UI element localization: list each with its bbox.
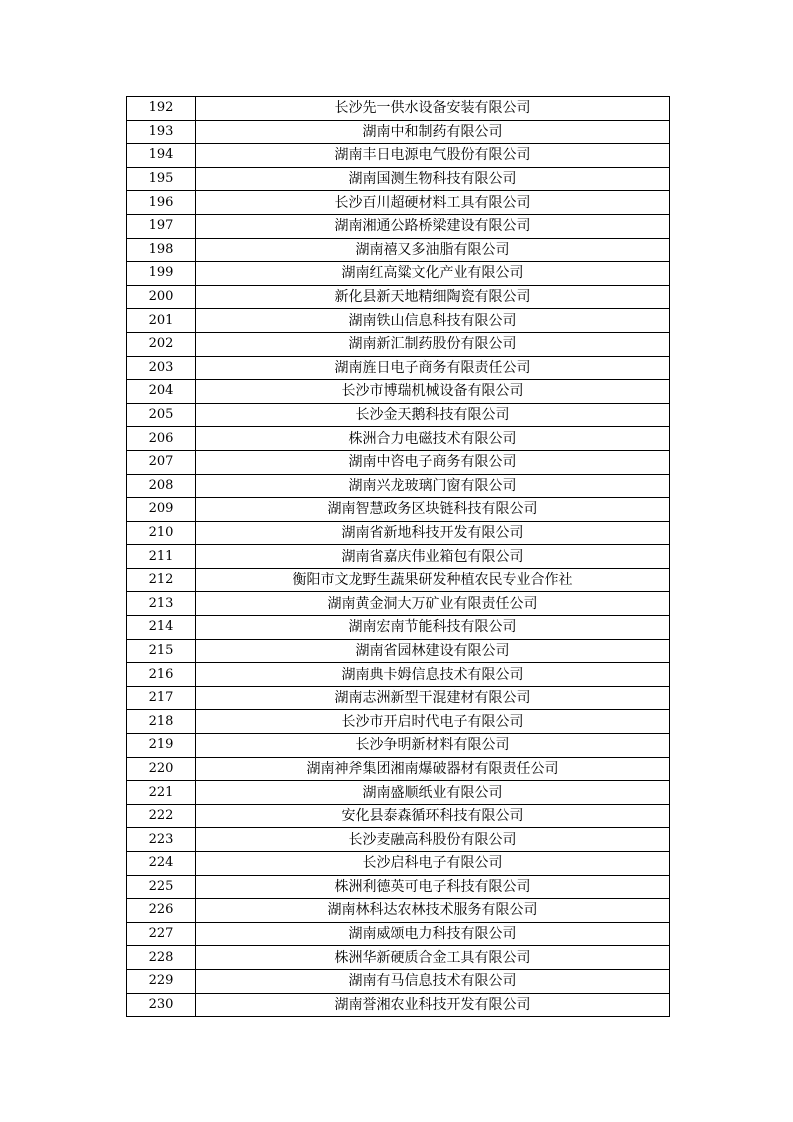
company-name-cell: 湖南典卡姆信息技术有限公司 (196, 663, 670, 687)
table-row (127, 993, 670, 1017)
company-name-cell: 长沙金天鹅科技有限公司 (196, 403, 670, 427)
row-number-cell: 197 (127, 214, 196, 238)
table-row (127, 592, 670, 616)
company-name-cell: 湖南志洲新型干混建材有限公司 (196, 686, 670, 710)
table-row (127, 191, 670, 215)
table-row (127, 663, 670, 687)
table-body (127, 97, 670, 1017)
company-name-cell: 湖南誉湘农业科技开发有限公司 (196, 993, 670, 1017)
company-name-cell: 长沙争明新材料有限公司 (196, 734, 670, 758)
table-row (127, 498, 670, 522)
table-row (127, 309, 670, 333)
table-row (127, 734, 670, 758)
table-row (127, 403, 670, 427)
company-name-cell: 湖南省嘉庆伟业箱包有限公司 (196, 545, 670, 569)
company-name-cell: 株洲合力电磁技术有限公司 (196, 427, 670, 451)
company-name-cell: 湖南神斧集团湘南爆破器材有限责任公司 (196, 757, 670, 781)
table-row (127, 450, 670, 474)
table-row (127, 875, 670, 899)
table-row (127, 616, 670, 640)
table-row (127, 238, 670, 262)
company-name-cell: 湖南旌日电子商务有限责任公司 (196, 356, 670, 380)
company-name-cell: 湖南红高粱文化产业有限公司 (196, 262, 670, 286)
table-row (127, 710, 670, 734)
company-name-cell: 湖南湘通公路桥梁建设有限公司 (196, 214, 670, 238)
company-name-cell: 湖南铁山信息科技有限公司 (196, 309, 670, 333)
table-row (127, 639, 670, 663)
table-row (127, 332, 670, 356)
row-number-cell: 212 (127, 568, 196, 592)
company-name-cell: 安化县泰森循环科技有限公司 (196, 804, 670, 828)
company-name-cell: 株洲利德英可电子科技有限公司 (196, 875, 670, 899)
row-number-cell: 205 (127, 403, 196, 427)
company-name-cell: 湖南省园林建设有限公司 (196, 639, 670, 663)
company-name-cell: 湖南兴龙玻璃门窗有限公司 (196, 474, 670, 498)
company-name-cell: 湖南宏南节能科技有限公司 (196, 616, 670, 640)
row-number-cell: 203 (127, 356, 196, 380)
table-row (127, 757, 670, 781)
company-name-cell: 湖南省新地科技开发有限公司 (196, 521, 670, 545)
row-number-cell: 211 (127, 545, 196, 569)
table-row (127, 356, 670, 380)
company-name-cell: 湖南盛顺纸业有限公司 (196, 781, 670, 805)
table-row (127, 521, 670, 545)
row-number-cell: 206 (127, 427, 196, 451)
row-number-cell: 194 (127, 144, 196, 168)
company-name-cell: 长沙市开启时代电子有限公司 (196, 710, 670, 734)
row-number-cell: 222 (127, 804, 196, 828)
table-row (127, 262, 670, 286)
row-number-cell: 196 (127, 191, 196, 215)
row-number-cell: 224 (127, 852, 196, 876)
row-number-cell: 228 (127, 946, 196, 970)
row-number-cell: 219 (127, 734, 196, 758)
row-number-cell: 218 (127, 710, 196, 734)
table-row (127, 545, 670, 569)
table-row (127, 568, 670, 592)
company-name-cell: 湖南中和制药有限公司 (196, 120, 670, 144)
row-number-cell: 216 (127, 663, 196, 687)
row-number-cell: 217 (127, 686, 196, 710)
row-number-cell: 210 (127, 521, 196, 545)
row-number-cell: 195 (127, 167, 196, 191)
table-row (127, 686, 670, 710)
row-number-cell: 221 (127, 781, 196, 805)
table-row (127, 922, 670, 946)
table-row (127, 828, 670, 852)
row-number-cell: 220 (127, 757, 196, 781)
table-row (127, 781, 670, 805)
row-number-cell: 223 (127, 828, 196, 852)
company-name-cell: 长沙市博瑞机械设备有限公司 (196, 380, 670, 404)
table-row (127, 97, 670, 121)
row-number-cell: 227 (127, 922, 196, 946)
row-number-cell: 202 (127, 332, 196, 356)
company-name-cell: 湖南林科达农林技术服务有限公司 (196, 899, 670, 923)
row-number-cell: 192 (127, 97, 196, 121)
row-number-cell: 214 (127, 616, 196, 640)
table-row (127, 946, 670, 970)
company-name-cell: 衡阳市文龙野生蔬果研发种植农民专业合作社 (196, 568, 670, 592)
company-list-table (126, 96, 670, 1017)
row-number-cell: 213 (127, 592, 196, 616)
table-row (127, 804, 670, 828)
company-name-cell: 长沙百川超硬材料工具有限公司 (196, 191, 670, 215)
company-name-cell: 湖南有马信息技术有限公司 (196, 969, 670, 993)
company-name-cell: 株洲华新硬质合金工具有限公司 (196, 946, 670, 970)
row-number-cell: 200 (127, 285, 196, 309)
row-number-cell: 225 (127, 875, 196, 899)
table-row (127, 852, 670, 876)
row-number-cell: 209 (127, 498, 196, 522)
company-name-cell: 湖南丰日电源电气股份有限公司 (196, 144, 670, 168)
company-name-cell: 长沙先一供水设备安装有限公司 (196, 97, 670, 121)
company-name-cell: 长沙麦融高科股份有限公司 (196, 828, 670, 852)
table-row (127, 214, 670, 238)
row-number-cell: 201 (127, 309, 196, 333)
table-row (127, 144, 670, 168)
company-name-cell: 湖南黄金洞大万矿业有限责任公司 (196, 592, 670, 616)
company-name-cell: 湖南智慧政务区块链科技有限公司 (196, 498, 670, 522)
table-row (127, 474, 670, 498)
row-number-cell: 230 (127, 993, 196, 1017)
company-name-cell: 新化县新天地精细陶瓷有限公司 (196, 285, 670, 309)
row-number-cell: 226 (127, 899, 196, 923)
table-row (127, 380, 670, 404)
row-number-cell: 207 (127, 450, 196, 474)
row-number-cell: 215 (127, 639, 196, 663)
company-name-cell: 湖南新汇制药股份有限公司 (196, 332, 670, 356)
table-row (127, 167, 670, 191)
row-number-cell: 199 (127, 262, 196, 286)
company-name-cell: 湖南国测生物科技有限公司 (196, 167, 670, 191)
table-row (127, 899, 670, 923)
row-number-cell: 229 (127, 969, 196, 993)
row-number-cell: 208 (127, 474, 196, 498)
table-row (127, 285, 670, 309)
company-name-cell: 湖南禧又多油脂有限公司 (196, 238, 670, 262)
table-row (127, 969, 670, 993)
company-name-cell: 湖南中咨电子商务有限公司 (196, 450, 670, 474)
row-number-cell: 193 (127, 120, 196, 144)
row-number-cell: 204 (127, 380, 196, 404)
company-name-cell: 长沙启科电子有限公司 (196, 852, 670, 876)
company-name-cell: 湖南威颂电力科技有限公司 (196, 922, 670, 946)
row-number-cell: 198 (127, 238, 196, 262)
table-row (127, 120, 670, 144)
table-row (127, 427, 670, 451)
